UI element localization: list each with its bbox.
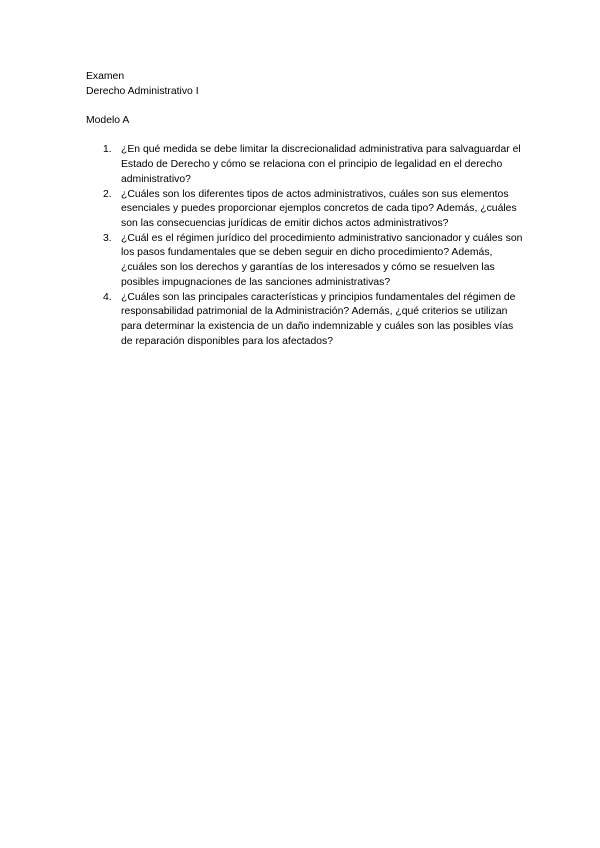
- question-text: ¿Cuáles son las principales características y principios fundamentales del régimen de responsabilidad patrimonial de la Administración? Además, ¿qué criterios se utilizan para determinar la existencia de un daño indemnizable y cuáles son las posibles vías de reparación disponibles para los afectados?: [121, 291, 516, 347]
- question-text: ¿Cuál es el régimen jurídico del procedimiento administrativo sancionador y cuáles son los pasos fundamentales que se deben seguir en dicho procedimiento? Además, ¿cuáles son los derechos y garantías de los interesados y cómo se resuelven las posibles impugnaciones de las sanciones administrativas?: [121, 232, 523, 288]
- exam-label: Examen: [86, 71, 125, 82]
- question-number: 2.: [103, 188, 112, 200]
- question-item: [86, 188, 526, 232]
- question-item: [86, 291, 526, 350]
- question-number: 4.: [103, 291, 112, 303]
- question-number: 1.: [103, 144, 112, 156]
- question-text: ¿En qué medida se debe limitar la discrecionalidad administrativa para salvaguardar el Estado de Derecho y cómo se relaciona con el principio de legalidad en el derecho administrativo?: [121, 144, 521, 185]
- question-number: 3.: [103, 232, 112, 244]
- course-title: Derecho Administrativo I: [86, 85, 199, 97]
- document-content: [86, 70, 526, 349]
- question-item: [86, 232, 526, 291]
- question-text: ¿Cuáles son los diferentes tipos de actos administrativos, cuáles son sus elementos esenciales y puedes proporcionar ejemplos concretos de cada tipo? Además, ¿cuáles son las consecuencias jurídicas de emitir dichos actos administrativos?: [121, 188, 517, 229]
- question-item: [86, 143, 526, 187]
- document-header: [86, 70, 526, 99]
- question-list: [86, 143, 526, 349]
- exam-model: Modelo A: [86, 115, 130, 127]
